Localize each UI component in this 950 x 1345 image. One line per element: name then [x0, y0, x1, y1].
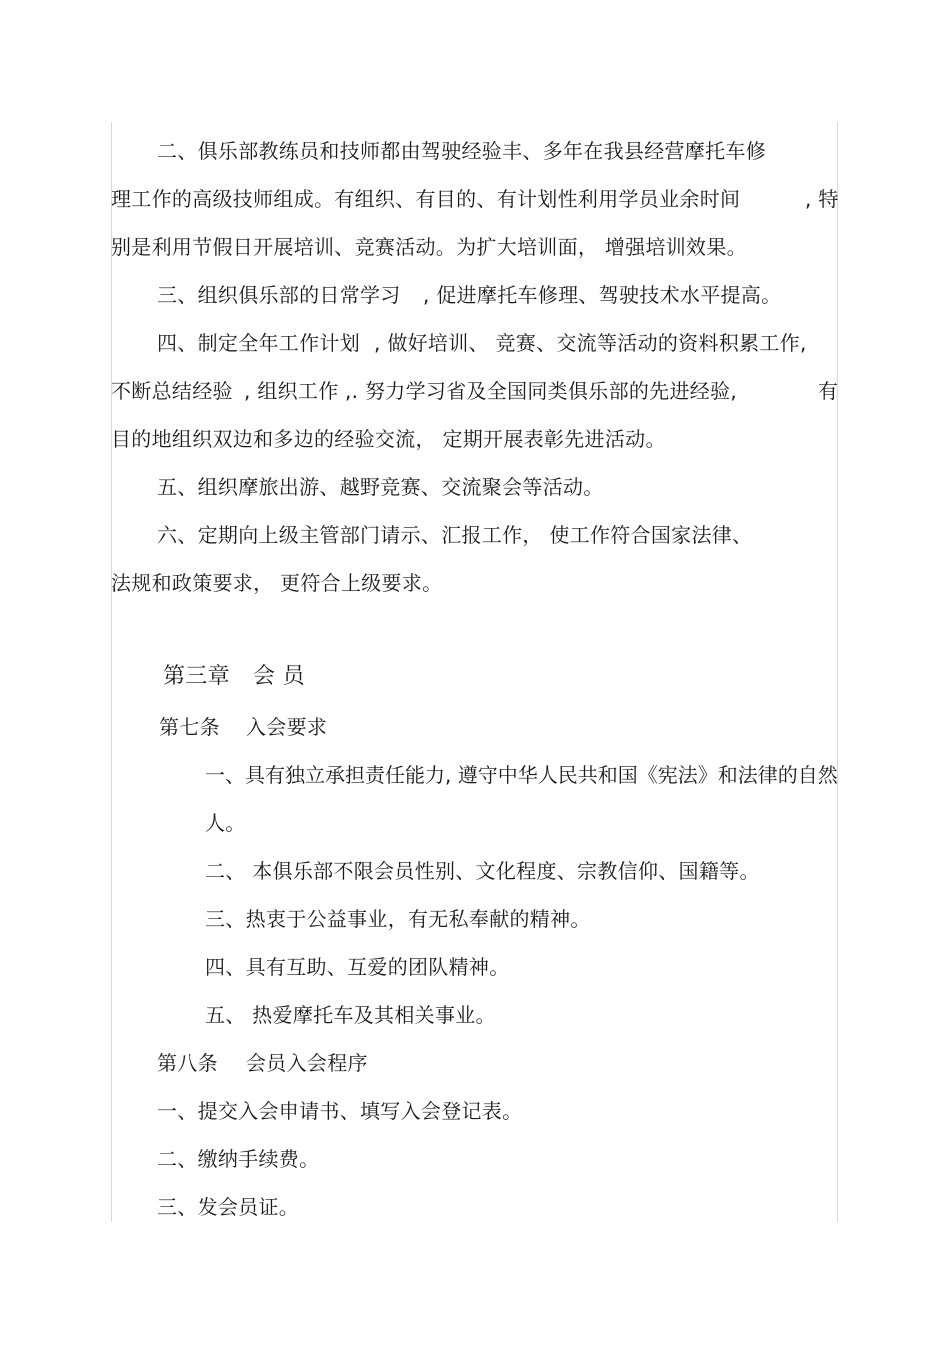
procedure-item: 一、提交入会申请书、填写入会登记表。 [157, 1099, 523, 1123]
paragraph-line-fragment: ,. 努力学习省及全国同类俱乐部的先进经验, [345, 379, 738, 403]
paragraph-line: 理工作的高级技师组成。有组织、有目的、有计划性利用学员业余时间 [111, 187, 741, 211]
procedure-item: 二、缴纳手续费。 [157, 1147, 320, 1171]
article-number: 第七条 [159, 715, 220, 739]
chapter-title: 第三章 [163, 664, 230, 689]
paragraph-line: 五、组织摩旅出游、越野竞赛、交流聚会等活动。 [157, 475, 604, 499]
paragraph-line: 目的地组织双边和多边的经验交流， 定期开展表彰先进活动。 [111, 427, 666, 451]
requirement-item: 一、具有独立承担责任能力, 遵守中华人民共和国《宪法》和法律的自然 [205, 763, 838, 787]
paragraph-line: 不断总结经验 [111, 379, 233, 403]
requirement-item: 三、热衷于公益事业，有无私奉献的精神。 [205, 907, 591, 931]
paragraph-line-fragment: , 特 [805, 187, 839, 211]
procedure-item: 三、发会员证。 [157, 1195, 300, 1219]
chapter-subtitle: 会 员 [253, 664, 305, 689]
page-border-left [111, 122, 112, 1222]
paragraph-line-fragment: , 促进摩托车修理、驾驶技术水平提高。 [423, 283, 782, 307]
paragraph-line: 三、组织俱乐部的日常学习 [157, 283, 401, 307]
paragraph-line: 法规和政策要求， 更符合上级要求。 [111, 571, 443, 595]
article-title: 会员入会程序 [246, 1051, 368, 1075]
article-title: 入会要求 [246, 715, 328, 739]
paragraph-line-fragment: 有 [818, 379, 839, 403]
page-border-right [837, 122, 838, 1222]
requirement-item-continued: 人。 [205, 811, 246, 835]
requirement-item: 四、具有互助、互爱的团队精神。 [205, 955, 510, 979]
requirement-item: 五、 热爱摩托车及其相关事业。 [205, 1003, 496, 1027]
paragraph-line: 六、定期向上级主管部门请示、汇报工作， 使工作符合国家法律、 [157, 523, 753, 547]
paragraph-line: 四、制定全年工作计划 [157, 331, 360, 355]
requirement-item: 二、 本俱乐部不限会员性别、文化程度、宗教信仰、国籍等。 [205, 859, 760, 883]
paragraph-line: 二、俱乐部教练员和技师都由驾驶经验丰、多年在我县经营摩托车修 [157, 139, 766, 163]
paragraph-line-fragment: , 做好培训、 竞赛、交流等活动的资料积累工作, [374, 331, 807, 355]
paragraph-line-fragment: , 组织工作 [244, 379, 339, 403]
paragraph-line: 别是利用节假日开展培训、竞赛活动。为扩大培训面， 增强培训效果。 [111, 235, 747, 259]
article-number: 第八条 [157, 1051, 218, 1075]
